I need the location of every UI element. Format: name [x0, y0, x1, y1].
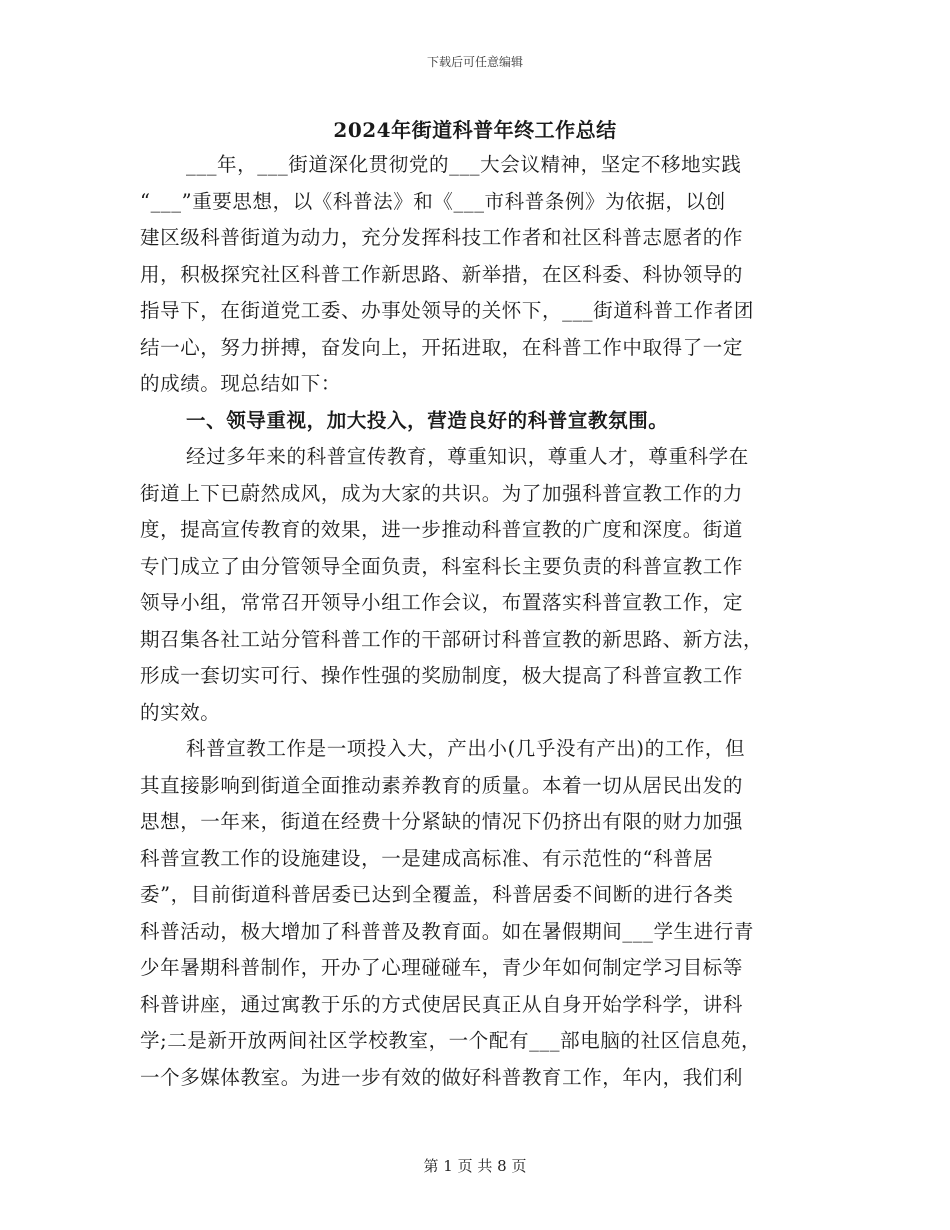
- document-title: 2024年街道科普年终工作总结: [333, 118, 617, 142]
- body-text-line: 科普宣教工作是一项投入大，产出小(几乎没有产出)的工作，但: [186, 737, 746, 760]
- body-text-line: “___”重要思想，以《科普法》和《___市科普条例》为依据，以创: [140, 189, 726, 213]
- body-text-line: 其直接影响到街道全面推动素养教育的质量。本着一切从居民出发的: [140, 773, 744, 797]
- body-text-line: 少年暑期科普制作，开办了心理碰碰车，青少年如何制定学习目标等: [140, 956, 744, 979]
- page-number-footer: 第 1 页 共 8 页: [423, 1157, 527, 1175]
- body-text-line: 街道上下已蔚然成风，成为大家的共识。为了加强科普宣教工作的力: [140, 481, 744, 505]
- body-text-line: 学;二是新开放两间社区学校教室，一个配有___部电脑的社区信息苑，: [140, 1029, 762, 1052]
- body-text-line: 一个多媒体教室。为进一步有效的做好科普教育工作，年内，我们利: [140, 1065, 744, 1089]
- body-text-line: 思想，一年来，街道在经费十分紧缺的情况下仍挤出有限的财力加强: [140, 810, 744, 833]
- body-text-line: 度，提高宣传教育的效果，进一步推动科普宣教的广度和深度。街道: [140, 518, 744, 541]
- body-text-line: 科普宣教工作的设施建设，一是建成高标准、有示范性的“科普居: [140, 846, 714, 870]
- document-body: [140, 147, 805, 1096]
- body-text-line: 专门成立了由分管领导全面负责，科室科长主要负责的科普宣教工作: [140, 554, 744, 578]
- body-text-line: 经过多年来的科普宣传教育，尊重知识，尊重人才，尊重科学在: [186, 445, 749, 468]
- body-text-line: 结一心，努力拼搏，奋发向上，开拓进取，在科普工作中取得了一定: [140, 335, 744, 359]
- body-text-line: 用，积极探究社区科普工作新思路、新举措，在区科委、科协领导的: [140, 262, 744, 286]
- body-text-line: 的成绩。现总结如下：: [140, 372, 342, 395]
- body-text-line: 期召集各社工站分管科普工作的干部研讨科普宣教的新思路、新方法，: [140, 627, 764, 651]
- body-text-line: 指导下，在街道党工委、办事处领导的关怀下，___街道科普工作者团: [140, 299, 754, 322]
- body-text-line: 的实效。: [140, 700, 221, 724]
- body-text-line: 领导小组，常常召开领导小组工作会议，布置落实科普宣教工作，定: [140, 591, 744, 614]
- body-text-line: 形成一套切实可行、操作性强的奖励制度，极大提高了科普宣教工作: [140, 664, 744, 687]
- section-heading-line: 一、领导重视，加大投入，营造良好的科普宣教氛围。: [186, 408, 669, 432]
- body-text-line: 委”，目前街道科普居委已达到全覆盖，科普居委不间断的进行各类: [140, 883, 734, 906]
- body-text-line: 建区级科普街道为动力，充分发挥科技工作者和社区科普志愿者的作: [140, 226, 744, 249]
- body-text-line: ___年，___街道深化贯彻党的___大会议精神，坚定不移地实践: [186, 153, 742, 176]
- body-text-line: 科普讲座，通过寓教于乐的方式使居民真正从自身开始学科学，讲科: [140, 992, 744, 1016]
- page-header-note: 下载后可任意编辑: [426, 55, 523, 69]
- body-text-line: 科普活动，极大增加了科普普及教育面。如在暑假期间___学生进行青: [140, 919, 754, 943]
